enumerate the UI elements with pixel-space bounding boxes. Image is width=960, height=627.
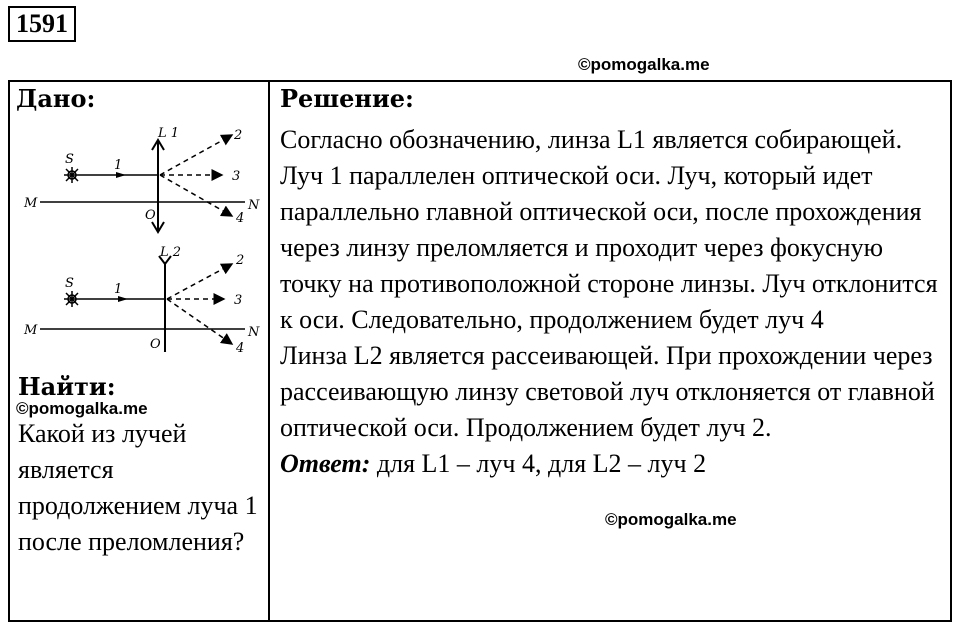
solution-table xyxy=(8,80,952,622)
label-ray4-2: 4 xyxy=(236,341,245,352)
answer-line xyxy=(280,446,940,482)
task-number: 1591 xyxy=(8,6,76,42)
find-heading: Найти: xyxy=(18,372,116,401)
watermark-top: ©pomogalka.me xyxy=(578,55,710,74)
label-l2: L 2 xyxy=(160,245,182,260)
label-o-1: O xyxy=(145,208,156,223)
answer-text: для L1 – луч 4, для L2 – луч 2 xyxy=(370,449,707,478)
label-l1: L 1 xyxy=(158,126,180,141)
label-o-2: O xyxy=(150,337,161,352)
solution-paragraph: Луч 1 параллелен оптической оси. Луч, который идет параллельно главной оптической оси, после прохождения через линзу преломляется и проходит через фокусную точку на противоположной стороне линзы. Луч отклонится к оси. Следовательно, продолжением будет луч 4 xyxy=(280,161,938,334)
ray-2-dashed-2 xyxy=(167,264,232,299)
label-s-2: S xyxy=(65,276,74,291)
label-s-1: S xyxy=(65,152,74,167)
ray-4-dashed-2 xyxy=(167,299,232,344)
label-n-1: N xyxy=(248,198,260,213)
source-icon xyxy=(64,291,80,307)
given-heading: Дано: xyxy=(16,84,96,113)
watermark-middle: ©pomogalka.me xyxy=(605,510,737,529)
label-ray4-1: 4 xyxy=(236,211,245,226)
source-icon xyxy=(64,167,80,183)
solution-paragraph: Линза L2 является рассеивающей. При прохождении через рассеивающую линзу световой луч отклоняется от главной оптической оси. Продолжением будет луч 2. xyxy=(280,341,935,442)
label-ray3-2: 3 xyxy=(234,293,243,308)
label-n-2: N xyxy=(248,325,260,340)
label-ray1-1: 1 xyxy=(114,158,123,173)
given-cell xyxy=(9,81,269,621)
solution-paragraph: Согласно обозначению, линза L1 является собирающей. xyxy=(280,125,903,154)
answer-label: Ответ: xyxy=(280,449,371,478)
solution-text xyxy=(280,122,940,482)
watermark-left: ©pomogalka.me xyxy=(16,399,148,418)
label-ray1-2: 1 xyxy=(114,282,123,297)
label-m-2: M xyxy=(24,323,38,338)
ray-4-dashed xyxy=(160,175,232,216)
diagram-diverging-lens xyxy=(23,245,260,352)
question-text: Какой из лучей является продолжением луча 1 после преломления? xyxy=(18,419,258,556)
label-ray3-1: 3 xyxy=(232,169,241,184)
label-m-1: M xyxy=(24,196,38,211)
solution-heading: Решение: xyxy=(280,84,414,113)
label-ray2-1: 2 xyxy=(234,128,243,143)
diagram-converging-lens xyxy=(23,126,260,232)
label-ray2-2: 2 xyxy=(236,253,245,268)
lens-diagram xyxy=(10,122,266,352)
ray-2-dashed xyxy=(160,135,232,175)
solution-cell xyxy=(269,81,951,621)
